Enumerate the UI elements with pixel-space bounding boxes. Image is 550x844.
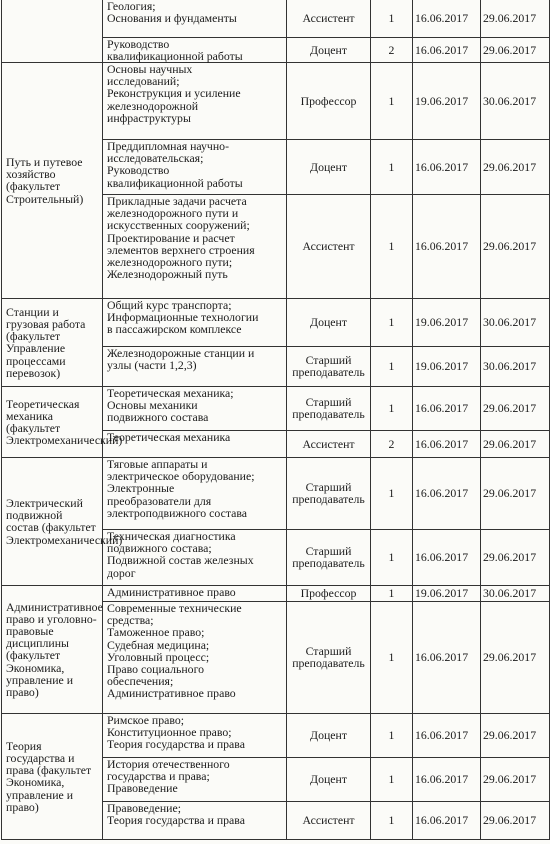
table-row: [2, 298, 550, 346]
start-date-cell: 16.06.2017: [413, 386, 481, 430]
disciplines-cell: Теоретическая механика: [103, 430, 287, 457]
count-cell: 2: [371, 430, 413, 457]
position-cell: Профессор: [287, 585, 371, 601]
disciplines-cell: Современные технические средства; Таможенное право; Судебная медицина; Уголовный процесс; Право социального обеспечения; Административное право: [103, 601, 287, 713]
disciplines-cell: Основы научных исследований; Реконструкция и усиление железнодорожной инфраструктуры: [103, 62, 287, 139]
position-cell: Старший преподаватель: [287, 386, 371, 430]
department-cell: [2, 0, 103, 62]
end-date-cell: 29.06.2017: [481, 457, 550, 529]
start-date-cell: 16.06.2017: [413, 713, 481, 757]
position-cell: Доцент: [287, 713, 371, 757]
position-cell: Доцент: [287, 37, 371, 62]
disciplines-cell: Преддипломная научно- исследовательская; Руководство квалификационной работы: [103, 139, 287, 194]
count-cell: 2: [371, 37, 413, 62]
start-date-cell: 16.06.2017: [413, 139, 481, 194]
count-cell: 1: [371, 529, 413, 585]
department-cell: Станции и грузовая работа (факультет Управление процессами перевозок): [2, 298, 103, 386]
position-cell: Ассистент: [287, 430, 371, 457]
disciplines-cell: Римское право; Конституционное право; Теория государства и права: [103, 713, 287, 757]
position-cell: Доцент: [287, 139, 371, 194]
table-row: [2, 62, 550, 139]
end-date-cell: 29.06.2017: [481, 713, 550, 757]
disciplines-cell: Руководство квалификационной работы: [103, 37, 287, 62]
department-cell: Электрический подвижной состав (факультет Электромеханический): [2, 457, 103, 585]
disciplines-cell: История отечественного государства и права; Правоведение: [103, 757, 287, 801]
vacancy-table-body: [2, 0, 550, 839]
position-cell: Старший преподаватель: [287, 601, 371, 713]
count-cell: 1: [371, 713, 413, 757]
start-date-cell: 16.06.2017: [413, 801, 481, 839]
disciplines-cell: Прикладные задачи расчета железнодорожного пути и искусственных сооружений; Проектирование и расчет элементов верхнего строения железнодорожного пути; Железнодорожный путь: [103, 194, 287, 298]
position-cell: Старший преподаватель: [287, 457, 371, 529]
end-date-cell: 29.06.2017: [481, 139, 550, 194]
disciplines-cell: Правоведение; Теория государства и права: [103, 801, 287, 839]
count-cell: 1: [371, 757, 413, 801]
end-date-cell: 29.06.2017: [481, 0, 550, 37]
end-date-cell: 29.06.2017: [481, 194, 550, 298]
department-cell: Административное право и уголовно-правовые дисциплины (факультет Экономика, управление и право): [2, 585, 103, 713]
start-date-cell: 16.06.2017: [413, 757, 481, 801]
end-date-cell: 29.06.2017: [481, 386, 550, 430]
count-cell: 1: [371, 298, 413, 346]
count-cell: 1: [371, 346, 413, 386]
department-cell: Теория государства и права (факультет Экономика, управление и право): [2, 713, 103, 839]
start-date-cell: 16.06.2017: [413, 0, 481, 37]
disciplines-cell: Теоретическая механика; Основы механики подвижного состава: [103, 386, 287, 430]
start-date-cell: 19.06.2017: [413, 298, 481, 346]
disciplines-cell: Общий курс транспорта; Информационные технологии в пассажирском комплексе: [103, 298, 287, 346]
end-date-cell: 30.06.2017: [481, 62, 550, 139]
end-date-cell: 29.06.2017: [481, 529, 550, 585]
vacancy-table: [1, 0, 550, 840]
end-date-cell: 30.06.2017: [481, 298, 550, 346]
position-cell: Старший преподаватель: [287, 346, 371, 386]
position-cell: Доцент: [287, 757, 371, 801]
table-row: [2, 585, 550, 601]
start-date-cell: 16.06.2017: [413, 37, 481, 62]
end-date-cell: 30.06.2017: [481, 585, 550, 601]
end-date-cell: 29.06.2017: [481, 601, 550, 713]
count-cell: 1: [371, 0, 413, 37]
count-cell: 1: [371, 386, 413, 430]
position-cell: Доцент: [287, 298, 371, 346]
disciplines-cell: Тяговые аппараты и электрическое оборудование; Электронные преобразователи для электроподвижного состава: [103, 457, 287, 529]
position-cell: Ассистент: [287, 0, 371, 37]
disciplines-cell: Административное право: [103, 585, 287, 601]
end-date-cell: 29.06.2017: [481, 37, 550, 62]
start-date-cell: 19.06.2017: [413, 62, 481, 139]
count-cell: 1: [371, 194, 413, 298]
end-date-cell: 29.06.2017: [481, 757, 550, 801]
position-cell: Ассистент: [287, 194, 371, 298]
position-cell: Ассистент: [287, 801, 371, 839]
end-date-cell: 29.06.2017: [481, 801, 550, 839]
end-date-cell: 29.06.2017: [481, 430, 550, 457]
table-row: [2, 0, 550, 37]
count-cell: 1: [371, 585, 413, 601]
count-cell: 1: [371, 139, 413, 194]
count-cell: 1: [371, 457, 413, 529]
disciplines-cell: Геология; Основания и фундаменты: [103, 0, 287, 37]
disciplines-cell: Техническая диагностика подвижного состава; Подвижной состав железных дорог: [103, 529, 287, 585]
count-cell: 1: [371, 62, 413, 139]
department-cell: Теоретическая механика (факультет Электромеханический): [2, 386, 103, 457]
start-date-cell: 16.06.2017: [413, 529, 481, 585]
table-row: [2, 386, 550, 430]
start-date-cell: 19.06.2017: [413, 346, 481, 386]
start-date-cell: 16.06.2017: [413, 601, 481, 713]
end-date-cell: 30.06.2017: [481, 346, 550, 386]
count-cell: 1: [371, 801, 413, 839]
count-cell: 1: [371, 601, 413, 713]
table-row: [2, 713, 550, 757]
disciplines-cell: Железнодорожные станции и узлы (части 1,2,3): [103, 346, 287, 386]
start-date-cell: 16.06.2017: [413, 194, 481, 298]
department-cell: Путь и путевое хозяйство (факультет Строительный): [2, 62, 103, 298]
table-row: [2, 457, 550, 529]
start-date-cell: 16.06.2017: [413, 457, 481, 529]
start-date-cell: 19.06.2017: [413, 585, 481, 601]
start-date-cell: 16.06.2017: [413, 430, 481, 457]
position-cell: Профессор: [287, 62, 371, 139]
position-cell: Старший преподаватель: [287, 529, 371, 585]
